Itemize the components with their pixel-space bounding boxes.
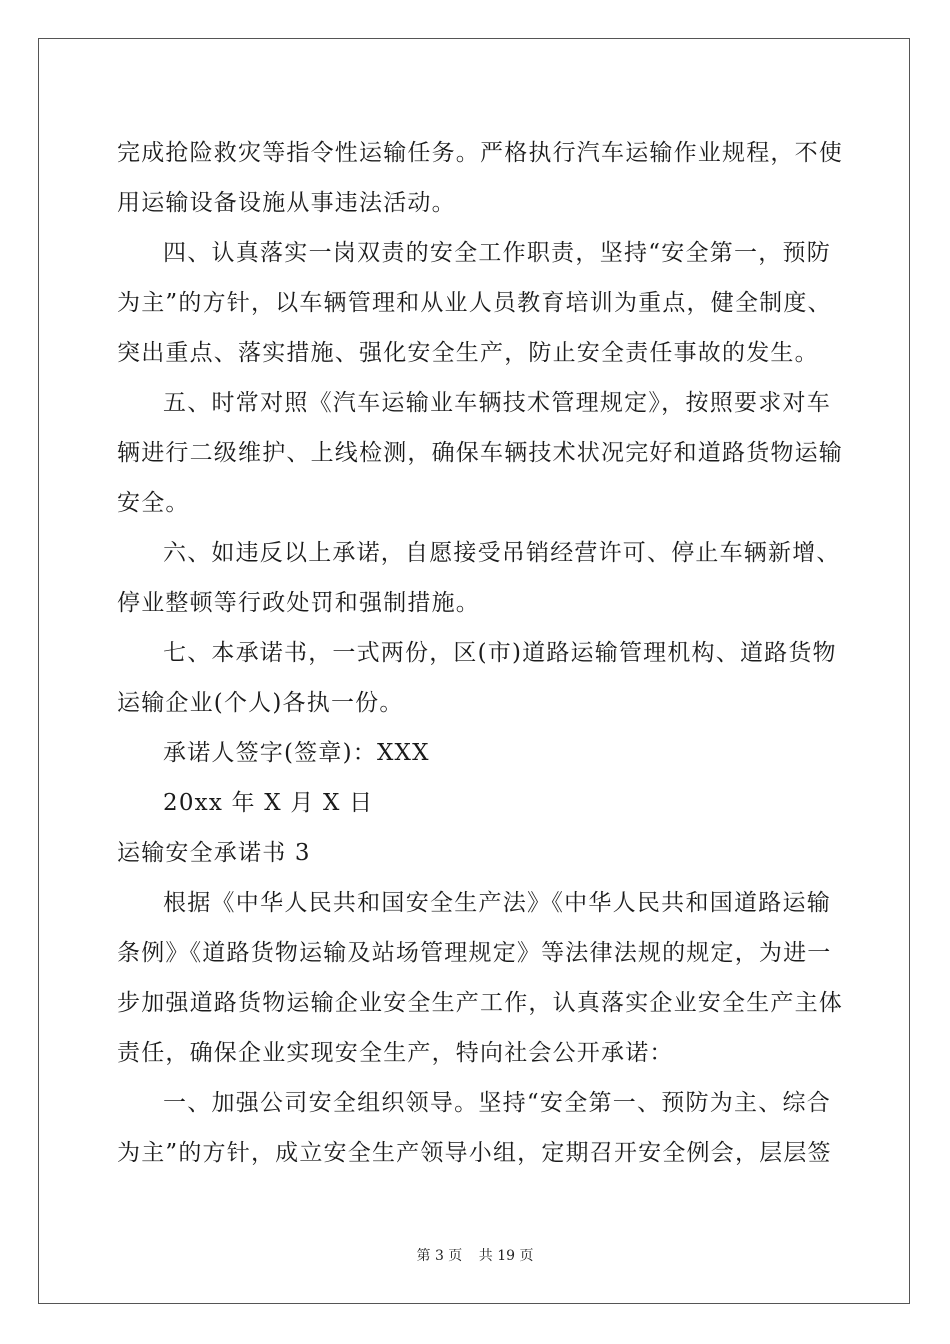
text-line: 四、认真落实一岗双责的安全工作职责，坚持“安全第一，预防: [163, 240, 831, 266]
text-line: 完成抢险救灾等指令性运输任务。严格执行汽车运输作业规程，不使: [117, 140, 843, 166]
page-footer: [0, 1245, 950, 1265]
text-line: 20xx 年 X 月 X 日: [163, 790, 374, 816]
text-line: 运输企业(个人)各执一份。: [117, 690, 404, 716]
text-line: 安全。: [117, 490, 190, 516]
text-line: 六、如违反以上承诺，自愿接受吊销经营许可、停止车辆新增、: [163, 540, 841, 566]
text-line: 一、加强公司安全组织领导。坚持“安全第一、预防为主、综合: [163, 1090, 831, 1116]
text-line: 承诺人签字(签章)：XXX: [163, 740, 430, 766]
text-line: 突出重点、落实措施、强化安全生产，防止安全责任事故的发生。: [117, 340, 819, 366]
text-line: 停业整顿等行政处罚和强制措施。: [117, 590, 480, 616]
text-line: 辆进行二级维护、上线检测，确保车辆技术状况完好和道路货物运输: [117, 440, 843, 466]
text-line: 为主”的方针，以车辆管理和从业人员教育培训为重点，健全制度、: [117, 290, 832, 316]
text-line: 步加强道路货物运输企业安全生产工作，认真落实企业安全生产主体: [117, 990, 843, 1016]
text-line: 为主”的方针，成立安全生产领导小组，定期召开安全例会，层层签: [117, 1140, 832, 1166]
text-line: 用运输设备设施从事违法活动。: [117, 190, 456, 216]
text-line: 运输安全承诺书 3: [117, 840, 311, 866]
page-number: 第 3 页: [416, 1248, 463, 1264]
text-line: 根据《中华人民共和国安全生产法》《中华人民共和国道路运输: [163, 890, 831, 916]
text-line: 七、本承诺书，一式两份，区(市)道路运输管理机构、道路货物: [163, 640, 837, 666]
text-line: 条例》《道路货物运输及站场管理规定》等法律法规的规定，为进一: [117, 940, 832, 966]
text-line: 责任，确保企业实现安全生产，特向社会公开承诺：: [117, 1040, 674, 1066]
text-line: 五、时常对照《汽车运输业车辆技术管理规定》，按照要求对车: [163, 390, 831, 416]
page-total: 共 19 页: [478, 1248, 534, 1264]
document-body: [117, 128, 843, 1178]
